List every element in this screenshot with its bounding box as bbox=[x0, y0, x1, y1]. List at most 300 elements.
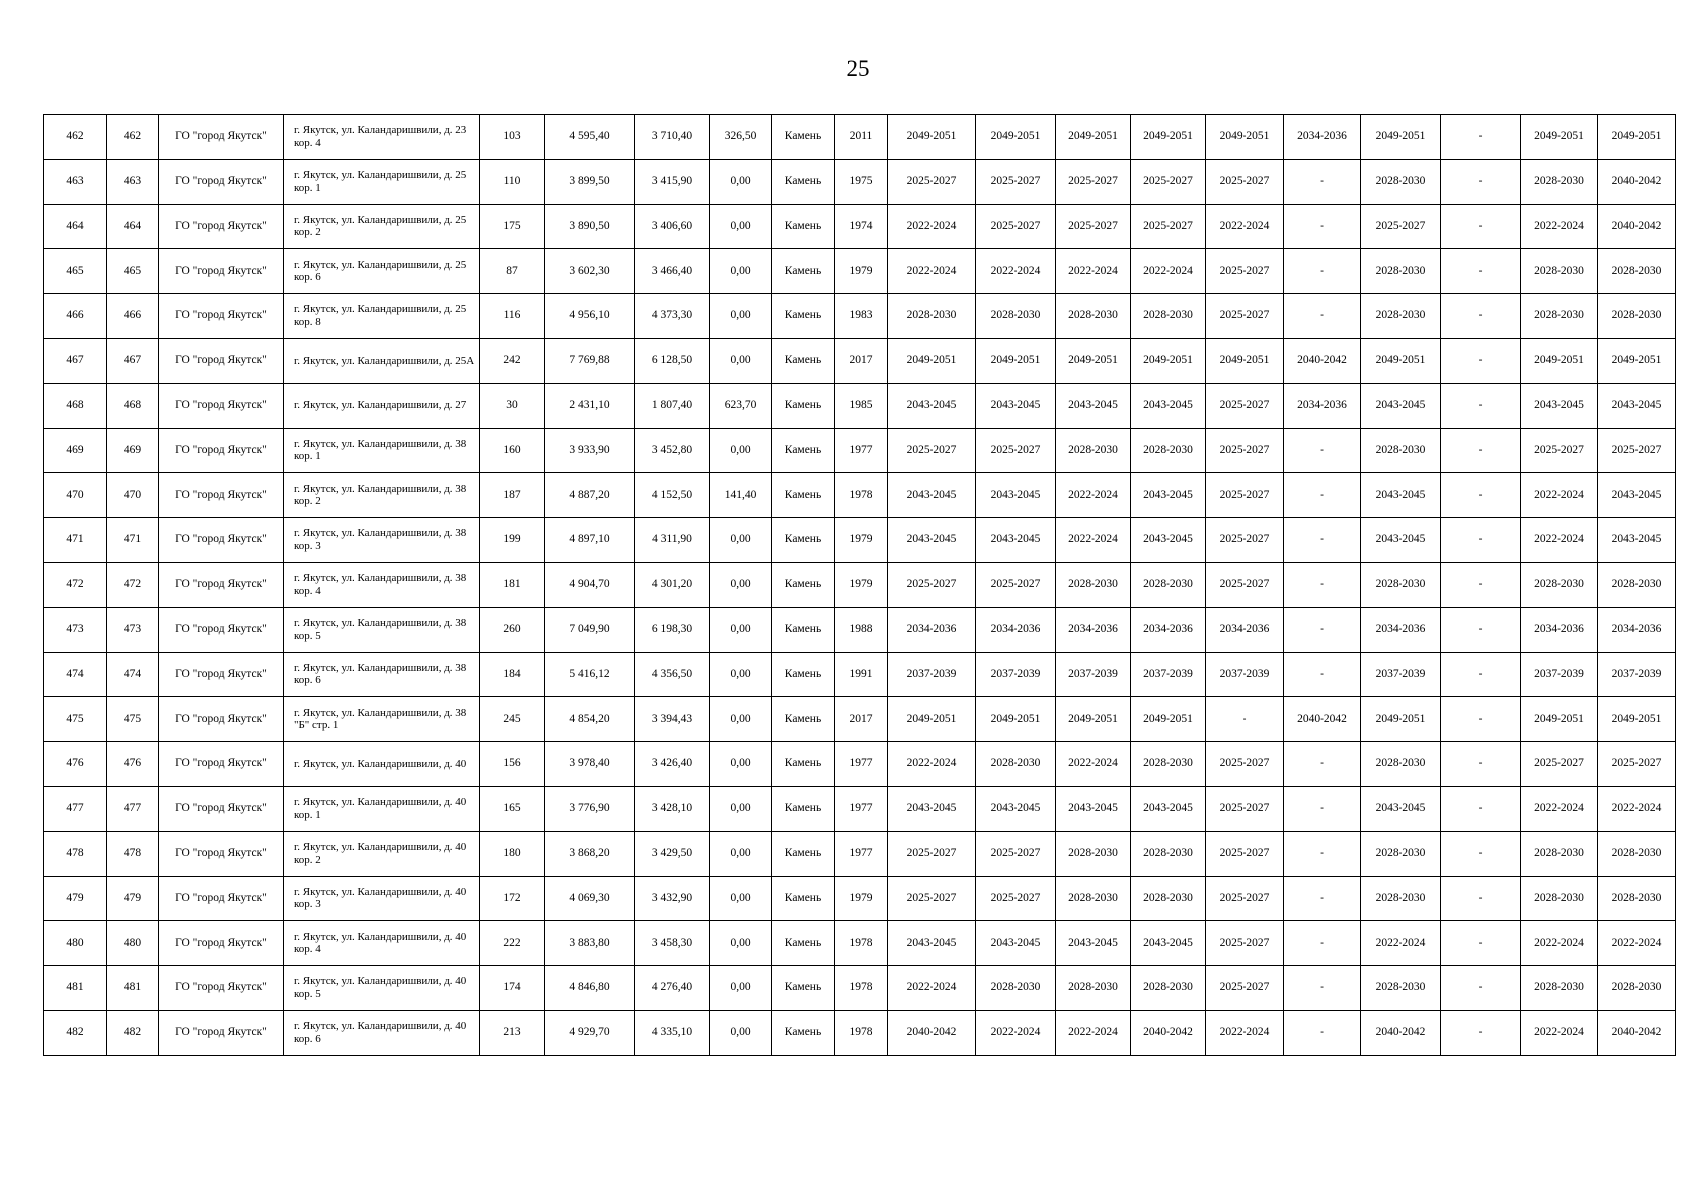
cell-wall-material: Камень bbox=[772, 876, 835, 921]
cell-municipality: ГО "город Якутск" bbox=[159, 876, 284, 921]
table-row bbox=[44, 831, 1676, 876]
cell-period-col-20: 2040-2042 bbox=[1598, 204, 1676, 249]
cell-period-col-13: 2025-2027 bbox=[1056, 204, 1131, 249]
cell-apartment-count: 199 bbox=[480, 518, 545, 563]
cell-municipality: ГО "город Якутск" bbox=[159, 652, 284, 697]
cell-municipality: ГО "город Якутск" bbox=[159, 428, 284, 473]
cell-period-col-15: 2049-2051 bbox=[1206, 115, 1284, 160]
cell-period-col-15: 2025-2027 bbox=[1206, 473, 1284, 518]
cell-period-col-15: 2025-2027 bbox=[1206, 428, 1284, 473]
cell-period-col-16: - bbox=[1284, 518, 1361, 563]
cell-living-area: 6 198,30 bbox=[635, 607, 710, 652]
cell-period-col-19: 2049-2051 bbox=[1521, 697, 1598, 742]
cell-nonresidential-area: 0,00 bbox=[710, 786, 772, 831]
cell-period-col-17: 2040-2042 bbox=[1361, 1010, 1441, 1055]
cell-period-col-16: - bbox=[1284, 428, 1361, 473]
cell-period-col-12: 2025-2027 bbox=[976, 159, 1056, 204]
cell-object-number: 478 bbox=[107, 831, 159, 876]
cell-period-col-19: 2022-2024 bbox=[1521, 518, 1598, 563]
cell-total-area: 4 069,30 bbox=[545, 876, 635, 921]
cell-nonresidential-area: 0,00 bbox=[710, 428, 772, 473]
cell-period-col-13: 2028-2030 bbox=[1056, 428, 1131, 473]
cell-period-col-18: - bbox=[1441, 921, 1521, 966]
table-row bbox=[44, 428, 1676, 473]
cell-build-year: 1983 bbox=[835, 294, 888, 339]
cell-period-col-17: 2025-2027 bbox=[1361, 204, 1441, 249]
cell-period-col-12: 2049-2051 bbox=[976, 338, 1056, 383]
table-row bbox=[44, 742, 1676, 787]
cell-address: г. Якутск, ул. Каландаришвили, д. 40 кор. 1 bbox=[284, 786, 480, 831]
cell-period-col-15: 2025-2027 bbox=[1206, 966, 1284, 1011]
cell-period-col-14: 2049-2051 bbox=[1131, 338, 1206, 383]
cell-address: г. Якутск, ул. Каландаришвили, д. 25 кор. 8 bbox=[284, 294, 480, 339]
cell-total-area: 3 602,30 bbox=[545, 249, 635, 294]
cell-build-year: 1978 bbox=[835, 1010, 888, 1055]
cell-address: г. Якутск, ул. Каландаришвили, д. 38 кор. 1 bbox=[284, 428, 480, 473]
cell-period-col-18: - bbox=[1441, 473, 1521, 518]
cell-period-col-12: 2043-2045 bbox=[976, 786, 1056, 831]
cell-period-col-11: 2022-2024 bbox=[888, 204, 976, 249]
cell-period-col-17: 2049-2051 bbox=[1361, 115, 1441, 160]
cell-period-col-15: 2022-2024 bbox=[1206, 1010, 1284, 1055]
cell-period-col-20: 2022-2024 bbox=[1598, 786, 1676, 831]
cell-nonresidential-area: 0,00 bbox=[710, 204, 772, 249]
cell-total-area: 3 890,50 bbox=[545, 204, 635, 249]
cell-apartment-count: 245 bbox=[480, 697, 545, 742]
cell-object-number: 465 bbox=[107, 249, 159, 294]
cell-build-year: 1977 bbox=[835, 428, 888, 473]
cell-row-number: 476 bbox=[44, 742, 107, 787]
cell-municipality: ГО "город Якутск" bbox=[159, 1010, 284, 1055]
cell-period-col-13: 2025-2027 bbox=[1056, 159, 1131, 204]
cell-period-col-18: - bbox=[1441, 742, 1521, 787]
cell-municipality: ГО "город Якутск" bbox=[159, 786, 284, 831]
cell-living-area: 3 426,40 bbox=[635, 742, 710, 787]
cell-total-area: 3 933,90 bbox=[545, 428, 635, 473]
cell-period-col-18: - bbox=[1441, 294, 1521, 339]
cell-period-col-14: 2025-2027 bbox=[1131, 204, 1206, 249]
cell-period-col-15: 2025-2027 bbox=[1206, 786, 1284, 831]
cell-period-col-16: 2040-2042 bbox=[1284, 338, 1361, 383]
cell-address: г. Якутск, ул. Каландаришвили, д. 27 bbox=[284, 383, 480, 428]
cell-wall-material: Камень bbox=[772, 921, 835, 966]
cell-period-col-13: 2022-2024 bbox=[1056, 1010, 1131, 1055]
cell-period-col-11: 2025-2027 bbox=[888, 831, 976, 876]
cell-municipality: ГО "город Якутск" bbox=[159, 159, 284, 204]
cell-wall-material: Камень bbox=[772, 697, 835, 742]
cell-period-col-19: 2049-2051 bbox=[1521, 338, 1598, 383]
cell-object-number: 477 bbox=[107, 786, 159, 831]
cell-row-number: 468 bbox=[44, 383, 107, 428]
cell-build-year: 1979 bbox=[835, 518, 888, 563]
cell-object-number: 468 bbox=[107, 383, 159, 428]
cell-total-area: 5 416,12 bbox=[545, 652, 635, 697]
cell-period-col-11: 2025-2027 bbox=[888, 876, 976, 921]
cell-period-col-18: - bbox=[1441, 204, 1521, 249]
cell-municipality: ГО "город Якутск" bbox=[159, 697, 284, 742]
cell-period-col-11: 2025-2027 bbox=[888, 159, 976, 204]
cell-living-area: 3 415,90 bbox=[635, 159, 710, 204]
cell-period-col-18: - bbox=[1441, 383, 1521, 428]
cell-period-col-16: - bbox=[1284, 204, 1361, 249]
cell-wall-material: Камень bbox=[772, 786, 835, 831]
cell-period-col-18: - bbox=[1441, 562, 1521, 607]
cell-period-col-12: 2022-2024 bbox=[976, 1010, 1056, 1055]
cell-total-area: 4 929,70 bbox=[545, 1010, 635, 1055]
cell-municipality: ГО "город Якутск" bbox=[159, 294, 284, 339]
cell-period-col-14: 2028-2030 bbox=[1131, 294, 1206, 339]
cell-build-year: 1978 bbox=[835, 966, 888, 1011]
cell-period-col-16: 2040-2042 bbox=[1284, 697, 1361, 742]
cell-period-col-14: 2049-2051 bbox=[1131, 697, 1206, 742]
cell-object-number: 475 bbox=[107, 697, 159, 742]
cell-build-year: 1979 bbox=[835, 876, 888, 921]
cell-period-col-14: 2028-2030 bbox=[1131, 742, 1206, 787]
cell-total-area: 4 956,10 bbox=[545, 294, 635, 339]
cell-living-area: 3 466,40 bbox=[635, 249, 710, 294]
cell-living-area: 4 356,50 bbox=[635, 652, 710, 697]
cell-period-col-19: 2028-2030 bbox=[1521, 876, 1598, 921]
cell-total-area: 2 431,10 bbox=[545, 383, 635, 428]
cell-wall-material: Камень bbox=[772, 204, 835, 249]
cell-row-number: 479 bbox=[44, 876, 107, 921]
cell-apartment-count: 172 bbox=[480, 876, 545, 921]
cell-period-col-16: - bbox=[1284, 562, 1361, 607]
cell-object-number: 466 bbox=[107, 294, 159, 339]
cell-total-area: 3 883,80 bbox=[545, 921, 635, 966]
cell-period-col-11: 2025-2027 bbox=[888, 562, 976, 607]
cell-period-col-19: 2028-2030 bbox=[1521, 966, 1598, 1011]
cell-object-number: 471 bbox=[107, 518, 159, 563]
cell-row-number: 467 bbox=[44, 338, 107, 383]
cell-period-col-18: - bbox=[1441, 428, 1521, 473]
cell-municipality: ГО "город Якутск" bbox=[159, 966, 284, 1011]
cell-period-col-20: 2028-2030 bbox=[1598, 249, 1676, 294]
cell-living-area: 3 406,60 bbox=[635, 204, 710, 249]
cell-period-col-17: 2028-2030 bbox=[1361, 294, 1441, 339]
cell-address: г. Якутск, ул. Каландаришвили, д. 40 bbox=[284, 742, 480, 787]
cell-row-number: 482 bbox=[44, 1010, 107, 1055]
cell-nonresidential-area: 141,40 bbox=[710, 473, 772, 518]
table-row bbox=[44, 921, 1676, 966]
cell-build-year: 1974 bbox=[835, 204, 888, 249]
cell-living-area: 3 394,43 bbox=[635, 697, 710, 742]
cell-period-col-12: 2049-2051 bbox=[976, 115, 1056, 160]
cell-apartment-count: 181 bbox=[480, 562, 545, 607]
table-row bbox=[44, 697, 1676, 742]
cell-wall-material: Камень bbox=[772, 607, 835, 652]
table-row bbox=[44, 876, 1676, 921]
table-row bbox=[44, 159, 1676, 204]
cell-row-number: 465 bbox=[44, 249, 107, 294]
cell-period-col-18: - bbox=[1441, 697, 1521, 742]
cell-apartment-count: 160 bbox=[480, 428, 545, 473]
cell-period-col-20: 2049-2051 bbox=[1598, 115, 1676, 160]
cell-period-col-17: 2049-2051 bbox=[1361, 697, 1441, 742]
cell-period-col-14: 2043-2045 bbox=[1131, 786, 1206, 831]
cell-period-col-12: 2025-2027 bbox=[976, 428, 1056, 473]
cell-period-col-19: 2034-2036 bbox=[1521, 607, 1598, 652]
cell-address: г. Якутск, ул. Каландаришвили, д. 25 кор. 2 bbox=[284, 204, 480, 249]
cell-address: г. Якутск, ул. Каландаришвили, д. 25А bbox=[284, 338, 480, 383]
cell-period-col-13: 2028-2030 bbox=[1056, 876, 1131, 921]
cell-period-col-18: - bbox=[1441, 831, 1521, 876]
cell-nonresidential-area: 0,00 bbox=[710, 1010, 772, 1055]
cell-period-col-18: - bbox=[1441, 115, 1521, 160]
cell-period-col-12: 2028-2030 bbox=[976, 966, 1056, 1011]
cell-period-col-17: 2022-2024 bbox=[1361, 921, 1441, 966]
cell-object-number: 473 bbox=[107, 607, 159, 652]
cell-wall-material: Камень bbox=[772, 652, 835, 697]
cell-wall-material: Камень bbox=[772, 159, 835, 204]
table-body bbox=[44, 115, 1676, 1056]
cell-period-col-19: 2043-2045 bbox=[1521, 383, 1598, 428]
cell-period-col-18: - bbox=[1441, 338, 1521, 383]
cell-row-number: 470 bbox=[44, 473, 107, 518]
cell-period-col-17: 2028-2030 bbox=[1361, 831, 1441, 876]
cell-nonresidential-area: 0,00 bbox=[710, 249, 772, 294]
cell-period-col-14: 2022-2024 bbox=[1131, 249, 1206, 294]
cell-period-col-11: 2049-2051 bbox=[888, 338, 976, 383]
cell-period-col-14: 2043-2045 bbox=[1131, 473, 1206, 518]
cell-period-col-15: 2025-2027 bbox=[1206, 383, 1284, 428]
cell-period-col-15: 2049-2051 bbox=[1206, 338, 1284, 383]
cell-apartment-count: 174 bbox=[480, 966, 545, 1011]
cell-period-col-20: 2028-2030 bbox=[1598, 966, 1676, 1011]
cell-row-number: 466 bbox=[44, 294, 107, 339]
cell-period-col-12: 2022-2024 bbox=[976, 249, 1056, 294]
cell-object-number: 464 bbox=[107, 204, 159, 249]
cell-period-col-12: 2025-2027 bbox=[976, 831, 1056, 876]
cell-period-col-19: 2025-2027 bbox=[1521, 742, 1598, 787]
cell-living-area: 4 311,90 bbox=[635, 518, 710, 563]
table-row bbox=[44, 338, 1676, 383]
cell-period-col-18: - bbox=[1441, 652, 1521, 697]
cell-period-col-15: - bbox=[1206, 697, 1284, 742]
cell-nonresidential-area: 0,00 bbox=[710, 294, 772, 339]
cell-nonresidential-area: 0,00 bbox=[710, 876, 772, 921]
cell-period-col-19: 2022-2024 bbox=[1521, 786, 1598, 831]
cell-address: г. Якутск, ул. Каландаришвили, д. 40 кор. 2 bbox=[284, 831, 480, 876]
cell-build-year: 2011 bbox=[835, 115, 888, 160]
cell-period-col-14: 2049-2051 bbox=[1131, 115, 1206, 160]
cell-municipality: ГО "город Якутск" bbox=[159, 383, 284, 428]
cell-row-number: 469 bbox=[44, 428, 107, 473]
cell-municipality: ГО "город Якутск" bbox=[159, 562, 284, 607]
cell-living-area: 4 373,30 bbox=[635, 294, 710, 339]
cell-period-col-11: 2043-2045 bbox=[888, 786, 976, 831]
cell-period-col-11: 2049-2051 bbox=[888, 697, 976, 742]
cell-period-col-12: 2043-2045 bbox=[976, 518, 1056, 563]
cell-build-year: 1988 bbox=[835, 607, 888, 652]
cell-period-col-16: - bbox=[1284, 294, 1361, 339]
cell-living-area: 3 429,50 bbox=[635, 831, 710, 876]
cell-period-col-16: 2034-2036 bbox=[1284, 115, 1361, 160]
cell-period-col-17: 2028-2030 bbox=[1361, 742, 1441, 787]
cell-period-col-18: - bbox=[1441, 518, 1521, 563]
cell-period-col-20: 2040-2042 bbox=[1598, 1010, 1676, 1055]
table-row bbox=[44, 652, 1676, 697]
cell-period-col-16: - bbox=[1284, 786, 1361, 831]
cell-nonresidential-area: 0,00 bbox=[710, 831, 772, 876]
cell-period-col-11: 2043-2045 bbox=[888, 518, 976, 563]
cell-address: г. Якутск, ул. Каландаришвили, д. 38 кор. 3 bbox=[284, 518, 480, 563]
table-row bbox=[44, 204, 1676, 249]
cell-period-col-19: 2022-2024 bbox=[1521, 921, 1598, 966]
cell-period-col-15: 2025-2027 bbox=[1206, 831, 1284, 876]
cell-nonresidential-area: 0,00 bbox=[710, 652, 772, 697]
cell-apartment-count: 87 bbox=[480, 249, 545, 294]
cell-period-col-20: 2025-2027 bbox=[1598, 428, 1676, 473]
cell-apartment-count: 103 bbox=[480, 115, 545, 160]
cell-living-area: 3 458,30 bbox=[635, 921, 710, 966]
cell-object-number: 479 bbox=[107, 876, 159, 921]
cell-apartment-count: 180 bbox=[480, 831, 545, 876]
cell-period-col-14: 2028-2030 bbox=[1131, 876, 1206, 921]
cell-period-col-17: 2028-2030 bbox=[1361, 428, 1441, 473]
cell-total-area: 3 899,50 bbox=[545, 159, 635, 204]
cell-municipality: ГО "город Якутск" bbox=[159, 115, 284, 160]
housing-register-table bbox=[43, 114, 1676, 1056]
table-row bbox=[44, 966, 1676, 1011]
cell-period-col-14: 2028-2030 bbox=[1131, 562, 1206, 607]
cell-period-col-18: - bbox=[1441, 1010, 1521, 1055]
cell-period-col-16: - bbox=[1284, 1010, 1361, 1055]
cell-period-col-18: - bbox=[1441, 607, 1521, 652]
cell-period-col-16: - bbox=[1284, 607, 1361, 652]
cell-period-col-18: - bbox=[1441, 159, 1521, 204]
cell-period-col-17: 2049-2051 bbox=[1361, 338, 1441, 383]
cell-nonresidential-area: 0,00 bbox=[710, 562, 772, 607]
cell-period-col-11: 2037-2039 bbox=[888, 652, 976, 697]
cell-period-col-16: - bbox=[1284, 473, 1361, 518]
cell-period-col-18: - bbox=[1441, 876, 1521, 921]
cell-period-col-11: 2040-2042 bbox=[888, 1010, 976, 1055]
cell-total-area: 4 887,20 bbox=[545, 473, 635, 518]
cell-object-number: 476 bbox=[107, 742, 159, 787]
cell-municipality: ГО "город Якутск" bbox=[159, 921, 284, 966]
cell-period-col-12: 2025-2027 bbox=[976, 204, 1056, 249]
cell-row-number: 480 bbox=[44, 921, 107, 966]
cell-total-area: 3 978,40 bbox=[545, 742, 635, 787]
cell-period-col-16: - bbox=[1284, 159, 1361, 204]
cell-period-col-11: 2022-2024 bbox=[888, 742, 976, 787]
cell-period-col-19: 2028-2030 bbox=[1521, 831, 1598, 876]
cell-period-col-16: - bbox=[1284, 831, 1361, 876]
cell-period-col-11: 2022-2024 bbox=[888, 966, 976, 1011]
cell-period-col-14: 2034-2036 bbox=[1131, 607, 1206, 652]
table-row bbox=[44, 562, 1676, 607]
cell-period-col-20: 2028-2030 bbox=[1598, 562, 1676, 607]
cell-build-year: 1977 bbox=[835, 831, 888, 876]
cell-period-col-19: 2025-2027 bbox=[1521, 428, 1598, 473]
table-row bbox=[44, 473, 1676, 518]
cell-period-col-13: 2049-2051 bbox=[1056, 697, 1131, 742]
cell-period-col-13: 2022-2024 bbox=[1056, 518, 1131, 563]
cell-row-number: 473 bbox=[44, 607, 107, 652]
cell-apartment-count: 213 bbox=[480, 1010, 545, 1055]
cell-period-col-17: 2043-2045 bbox=[1361, 383, 1441, 428]
cell-address: г. Якутск, ул. Каландаришвили, д. 38 кор. 2 bbox=[284, 473, 480, 518]
cell-period-col-14: 2028-2030 bbox=[1131, 966, 1206, 1011]
table-row bbox=[44, 383, 1676, 428]
cell-period-col-17: 2028-2030 bbox=[1361, 876, 1441, 921]
cell-period-col-12: 2025-2027 bbox=[976, 562, 1056, 607]
cell-period-col-14: 2043-2045 bbox=[1131, 383, 1206, 428]
cell-period-col-11: 2022-2024 bbox=[888, 249, 976, 294]
cell-total-area: 3 868,20 bbox=[545, 831, 635, 876]
cell-nonresidential-area: 0,00 bbox=[710, 607, 772, 652]
cell-object-number: 480 bbox=[107, 921, 159, 966]
cell-row-number: 481 bbox=[44, 966, 107, 1011]
cell-period-col-12: 2043-2045 bbox=[976, 473, 1056, 518]
cell-row-number: 462 bbox=[44, 115, 107, 160]
cell-period-col-19: 2028-2030 bbox=[1521, 562, 1598, 607]
cell-total-area: 7 769,88 bbox=[545, 338, 635, 383]
cell-address: г. Якутск, ул. Каландаришвили, д. 38 "Б" стр. 1 bbox=[284, 697, 480, 742]
table-row bbox=[44, 786, 1676, 831]
cell-total-area: 4 897,10 bbox=[545, 518, 635, 563]
cell-period-col-20: 2043-2045 bbox=[1598, 518, 1676, 563]
table-row bbox=[44, 249, 1676, 294]
cell-period-col-20: 2034-2036 bbox=[1598, 607, 1676, 652]
cell-build-year: 1978 bbox=[835, 473, 888, 518]
cell-nonresidential-area: 623,70 bbox=[710, 383, 772, 428]
cell-apartment-count: 110 bbox=[480, 159, 545, 204]
cell-object-number: 481 bbox=[107, 966, 159, 1011]
cell-period-col-12: 2025-2027 bbox=[976, 876, 1056, 921]
cell-build-year: 1977 bbox=[835, 786, 888, 831]
cell-period-col-16: - bbox=[1284, 652, 1361, 697]
cell-wall-material: Камень bbox=[772, 294, 835, 339]
cell-wall-material: Камень bbox=[772, 831, 835, 876]
cell-period-col-19: 2028-2030 bbox=[1521, 294, 1598, 339]
cell-period-col-19: 2028-2030 bbox=[1521, 159, 1598, 204]
cell-period-col-11: 2043-2045 bbox=[888, 473, 976, 518]
cell-nonresidential-area: 326,50 bbox=[710, 115, 772, 160]
cell-wall-material: Камень bbox=[772, 562, 835, 607]
cell-period-col-14: 2043-2045 bbox=[1131, 518, 1206, 563]
cell-period-col-15: 2025-2027 bbox=[1206, 159, 1284, 204]
cell-row-number: 478 bbox=[44, 831, 107, 876]
cell-apartment-count: 184 bbox=[480, 652, 545, 697]
cell-period-col-12: 2043-2045 bbox=[976, 383, 1056, 428]
cell-build-year: 2017 bbox=[835, 338, 888, 383]
cell-period-col-16: - bbox=[1284, 966, 1361, 1011]
table-row bbox=[44, 294, 1676, 339]
cell-object-number: 470 bbox=[107, 473, 159, 518]
cell-period-col-20: 2049-2051 bbox=[1598, 697, 1676, 742]
cell-row-number: 464 bbox=[44, 204, 107, 249]
cell-period-col-13: 2049-2051 bbox=[1056, 115, 1131, 160]
cell-period-col-16: - bbox=[1284, 742, 1361, 787]
cell-period-col-13: 2043-2045 bbox=[1056, 921, 1131, 966]
cell-period-col-18: - bbox=[1441, 966, 1521, 1011]
cell-period-col-13: 2028-2030 bbox=[1056, 562, 1131, 607]
cell-period-col-14: 2037-2039 bbox=[1131, 652, 1206, 697]
cell-wall-material: Камень bbox=[772, 338, 835, 383]
cell-period-col-15: 2025-2027 bbox=[1206, 876, 1284, 921]
cell-period-col-14: 2043-2045 bbox=[1131, 921, 1206, 966]
cell-period-col-15: 2034-2036 bbox=[1206, 607, 1284, 652]
cell-period-col-17: 2034-2036 bbox=[1361, 607, 1441, 652]
cell-period-col-19: 2037-2039 bbox=[1521, 652, 1598, 697]
table-row bbox=[44, 518, 1676, 563]
cell-period-col-17: 2043-2045 bbox=[1361, 518, 1441, 563]
cell-period-col-17: 2043-2045 bbox=[1361, 473, 1441, 518]
cell-build-year: 1978 bbox=[835, 921, 888, 966]
cell-period-col-17: 2028-2030 bbox=[1361, 159, 1441, 204]
